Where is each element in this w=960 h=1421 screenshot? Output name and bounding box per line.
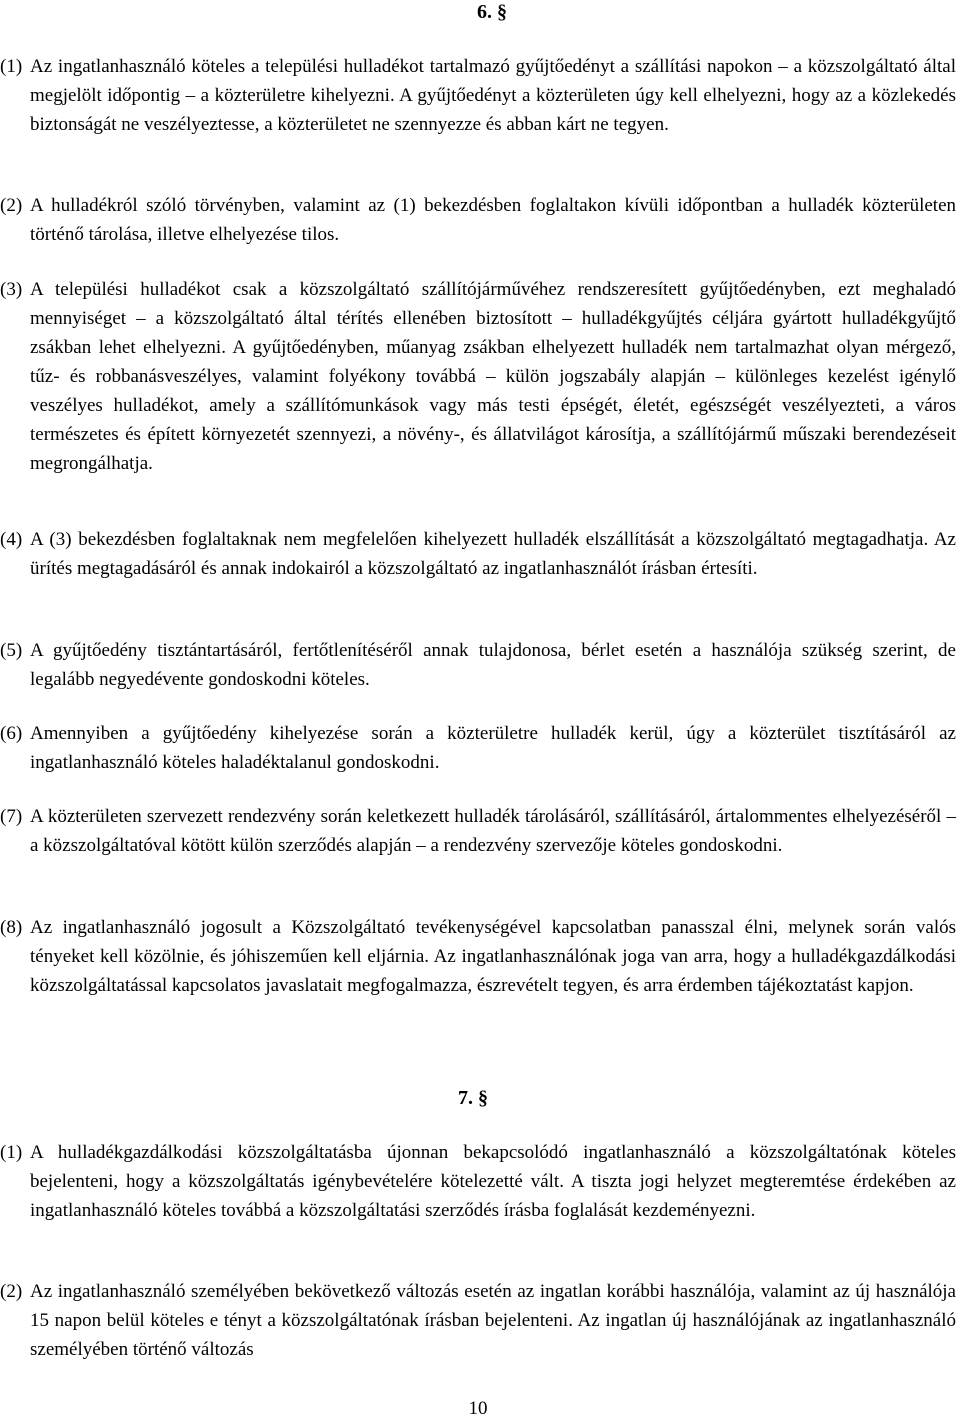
paragraph-number: (1) — [0, 56, 23, 77]
section-6-paragraph-7 — [0, 802, 956, 860]
paragraph-text: Amennyiben a gyűjtőedény kihelyezése során a közterületre hulladék kerül, úgy a közterület tisztításáról az ingatlanhasználó köteles haladéktalanul gondoskodni. — [30, 723, 956, 773]
paragraph-text: Az ingatlanhasználó személyében bekövetkező változás esetén az ingatlan korábbi használója, valamint az új használója 15 napon belül köteles e tényt a közszolgáltatónak írásban bejelenteni. Az ingatlan új használójának az ingatlanhasználó személyében történő változás — [30, 1281, 956, 1360]
section-6-paragraph-5 — [0, 636, 956, 694]
section-6-paragraph-1 — [0, 52, 956, 139]
section-6-heading: 6. § — [477, 1, 507, 23]
section-7-paragraph-1 — [0, 1138, 956, 1225]
paragraph-number: (1) — [0, 1142, 23, 1163]
paragraph-text: A közterületen szervezett rendezvény során keletkezett hulladék tárolásáról, szállításáról, ártalommentes elhelyezéséről – a közszolgáltatóval kötött külön szerződés alapján – a rendezvény szervezője köteles gondoskodni. — [30, 806, 956, 856]
paragraph-number: (8) — [0, 917, 23, 938]
paragraph-text: A hulladékról szóló törvényben, valamint az (1) bekezdésben foglaltakon kívüli időpontban a hulladék közterületen történő tárolása, illetve elhelyezése tilos. — [30, 195, 956, 245]
section-7-heading: 7. § — [458, 1087, 488, 1109]
paragraph-number: (4) — [0, 529, 23, 550]
paragraph-text: Az ingatlanhasználó jogosult a Közszolgáltató tevékenységével kapcsolatban panasszal élni, melynek során valós tényeket kell közölnie, és jóhiszeműen kell eljárnia. Az ingatlanhasználónak joga van arra, hogy a hulladékgazdálkodási közszolgáltatással kapcsolatos javaslatait megfogalmazza, észrevételt tegyen, és arra érdemben tájékoztatást kapjon. — [30, 917, 956, 996]
paragraph-number: (6) — [0, 723, 23, 744]
section-6-paragraph-3 — [0, 275, 956, 478]
paragraph-text: A települési hulladékot csak a közszolgáltató szállítójárművéhez rendszeresített gyűjtőedényben, ezt meghaladó mennyiséget – a közszolgáltató által térítés ellenében biztosított – hulladékgyűjtés céljára gyártott hulladékgyűjtő zsákban lehet elhelyezni. A gyűjtőedényben, műanyag zsákban elhelyezett hulladék nem tartalmazhat olyan mérgező, tűz- és robbanásveszélyes, valamint folyékony továbbá – külön jogszabály alapján – különleges kezelést igénylő veszélyes hulladékot, amely a szállítómunkások vagy más testi épségét, életét, egészségét veszélyezteti, a város természetes és épített környezetét szennyezi, a növény-, és állatvilágot károsítja, a szállítójármű műszaki berendezéseit megrongálhatja. — [30, 279, 956, 474]
paragraph-text: A hulladékgazdálkodási közszolgáltatásba újonnan bekapcsolódó ingatlanhasználó a közszolgáltatónak köteles bejelenteni, hogy a közszolgáltatás igénybevételére kötelezetté vált. A tiszta jogi helyzet megteremtése érdekében az ingatlanhasználó köteles továbbá a közszolgáltatási szerződés írásba foglalását kezdeményezni. — [30, 1142, 956, 1221]
paragraph-text: A (3) bekezdésben foglaltaknak nem megfelelően kihelyezett hulladék elszállítását a közszolgáltató megtagadhatja. Az ürítés megtagadásáról és annak indokairól a közszolgáltató az ingatlanhasználót írásban értesíti. — [30, 529, 956, 579]
paragraph-number: (3) — [0, 279, 23, 300]
section-6-paragraph-2 — [0, 191, 956, 249]
section-6-paragraph-6 — [0, 719, 956, 777]
section-7-paragraph-2 — [0, 1277, 956, 1364]
paragraph-number: (5) — [0, 640, 23, 661]
paragraph-number: (2) — [0, 1281, 23, 1302]
section-6-paragraph-4 — [0, 525, 956, 583]
section-6-paragraph-8 — [0, 913, 956, 1000]
paragraph-number: (2) — [0, 195, 23, 216]
paragraph-text: Az ingatlanhasználó köteles a települési hulladékot tartalmazó gyűjtőedényt a szállítási napokon – a közszolgáltató által megjelölt időpontig – a közterületre kihelyezni. A gyűjtőedényt a közterületen úgy kell elhelyezni, hogy az a közlekedés biztonságát ne veszélyeztesse, a közterületet ne szennyezze és abban kárt ne tegyen. — [30, 56, 956, 135]
paragraph-text: A gyűjtőedény tisztántartásáról, fertőtlenítéséről annak tulajdonosa, bérlet esetén a használója szükség szerint, de legalább negyedévente gondoskodni köteles. — [30, 640, 956, 690]
paragraph-number: (7) — [0, 806, 23, 827]
page-number: 10 — [468, 1398, 488, 1419]
